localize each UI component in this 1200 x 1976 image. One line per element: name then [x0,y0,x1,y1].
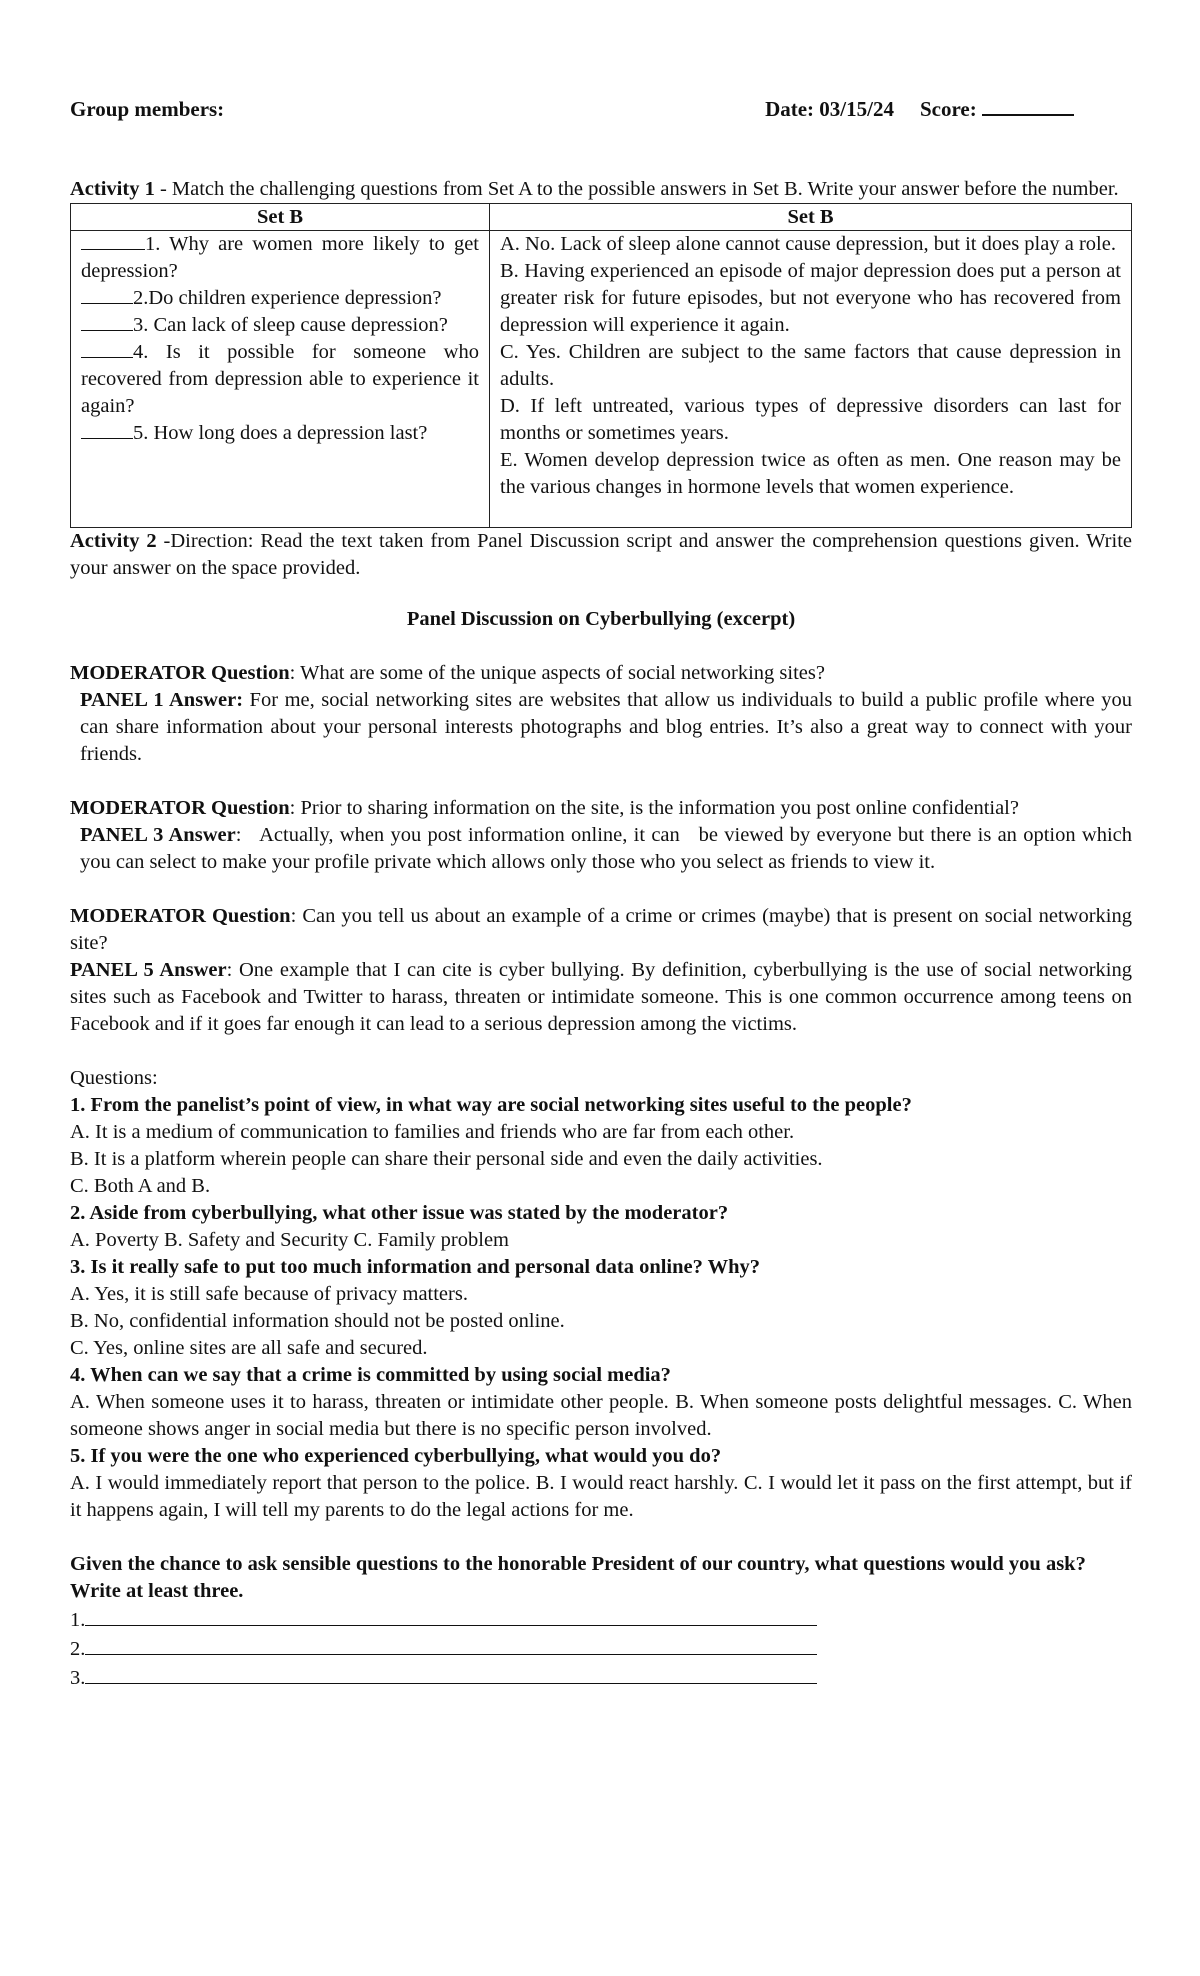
option: C. Yes, online sites are all safe and secured. [70,1337,428,1359]
group-members-label: Group members: [70,97,225,121]
answer-blank[interactable] [81,232,145,250]
answer-blank[interactable] [81,286,133,304]
answer-blank[interactable] [81,340,133,358]
matching-question: 3. Can lack of sleep cause depression? [81,312,479,339]
set-b-answers [490,231,1132,528]
set-a-header: Set B [71,204,490,231]
panel-exchange [70,903,1132,1038]
activity1-title: Activity 1 [70,178,155,200]
question-text: 4. When can we say that a crime is committed by using social media? [70,1364,671,1386]
option: B. It is a platform wherein people can share their personal side and even the daily activities. [70,1148,823,1170]
activity2-instruction [70,528,1132,582]
matching-answer: A. No. Lack of sleep alone cannot cause depression, but it does play a role. [500,233,1116,255]
comprehension-questions [70,1065,1132,1524]
matching-table [70,203,1132,528]
moderator-question: MODERATOR Question: Can you tell us about an example of a crime or crimes (maybe) that is present on social networking site? [70,905,1133,954]
date-text: Date: 03/15/24 [765,97,894,121]
set-a-questions [71,231,490,528]
matching-answer: E. Women develop depression twice as often as men. One reason may be the various changes in hormone levels that women experience. [500,449,1121,498]
panel-exchange [70,660,1132,768]
worksheet-page [70,96,1138,1692]
question-text: 1. From the panelist’s point of view, in what way are social networking sites useful to the people? [70,1094,912,1116]
activity1-instruction-text: - Match the challenging questions from Set A to the possible answers in Set B. Write your answer before the number. [154,178,1119,200]
score-blank[interactable] [982,96,1074,116]
activity2-title: Activity 2 [70,530,157,552]
option: B. No, confidential information should not be posted online. [70,1310,565,1332]
question-text: 2. Aside from cyberbullying, what other issue was stated by the moderator? [70,1202,729,1224]
write-line: 2. [70,1634,1132,1663]
matching-question: 4. Is it possible for someone who recovered from depression able to experience it again? [81,341,479,417]
write-line: 1. [70,1605,1132,1634]
worksheet-header [70,96,1132,123]
matching-question: 2.Do children experience depression? [81,285,479,312]
answer-blank[interactable] [81,313,133,331]
final-prompt: Given the chance to ask sensible questions to the honorable President of our country, what questions would you ask? Write at least three. [70,1553,1086,1602]
matching-answer: C. Yes. Children are subject to the same factors that cause depression in adults. [500,341,1121,390]
write-line: 3. [70,1663,1132,1692]
option: C. Both A and B. [70,1175,211,1197]
excerpt-title: Panel Discussion on Cyberbullying (excerpt) [406,608,796,630]
matching-question: 5. How long does a depression last? [81,420,479,447]
option: A. I would immediately report that person to the police. B. I would react harshly. C. I would let it pass on the first attempt, but if it happens again, I will tell my parents to do the legal actions for me. [70,1472,1132,1521]
set-b-header: Set B [490,204,1132,231]
date-score [765,96,1132,123]
activity1-instruction [70,176,1132,203]
panel-answer: PANEL 5 Answer: One example that I can cite is cyber bullying. By definition, cyberbullying is the use of social networking sites such as Facebook and Twitter to harass, threaten or intimidate someone. This is one common occurrence among teens on Facebook and if it goes far enough it can lead to a serious depression among the victims. [70,959,1132,1035]
option: A. Yes, it is still safe because of privacy matters. [70,1283,468,1305]
option: A. Poverty B. Safety and Security C. Family problem [70,1229,509,1251]
panel-answer: PANEL 1 Answer: For me, social networking sites are websites that allow us individuals to build a public profile where you can share information about your personal interests photographs and blog entries. It’s also a great way to connect with your friends. [80,689,1132,765]
answer-line-input[interactable] [85,1663,817,1684]
answer-line-input[interactable] [85,1634,817,1655]
matching-answer: B. Having experienced an episode of major depression does put a person at greater risk for future episodes, but not everyone who has recovered from depression will experience it again. [500,260,1121,336]
answer-blank[interactable] [81,421,133,439]
answer-line-input[interactable] [85,1605,817,1626]
activity2-instruction-text: -Direction: Read the text taken from Panel Discussion script and answer the comprehension questions given. Write your answer on the space provided. [70,530,1132,579]
panel-answer: PANEL 3 Answer: Actually, when you post information online, it can be viewed by everyone but there is an option which you can select to make your profile private which allows only those who you select as friends to view it. [80,824,1138,873]
question-text: 3. Is it really safe to put too much information and personal data online? Why? [70,1256,761,1278]
option: A. When someone uses it to harass, threaten or intimidate other people. B. When someone posts delightful messages. C. When someone shows anger in social media but there is no specific person involved. [70,1391,1132,1440]
moderator-question: MODERATOR Question: Prior to sharing information on the site, is the information you post online confidential? [70,797,1019,819]
score-label: Score: [919,97,977,121]
panel-exchange [70,795,1138,876]
option: A. It is a medium of communication to families and friends who are far from each other. [70,1121,795,1143]
matching-answer: D. If left untreated, various types of depressive disorders can last for months or sometimes years. [500,395,1121,444]
matching-question: 1. Why are women more likely to get depression? [81,233,479,282]
questions-label: Questions: [70,1067,158,1089]
moderator-question: MODERATOR Question: What are some of the unique aspects of social networking sites? [70,662,825,684]
question-text: 5. If you were the one who experienced cyberbullying, what would you do? [70,1445,722,1467]
